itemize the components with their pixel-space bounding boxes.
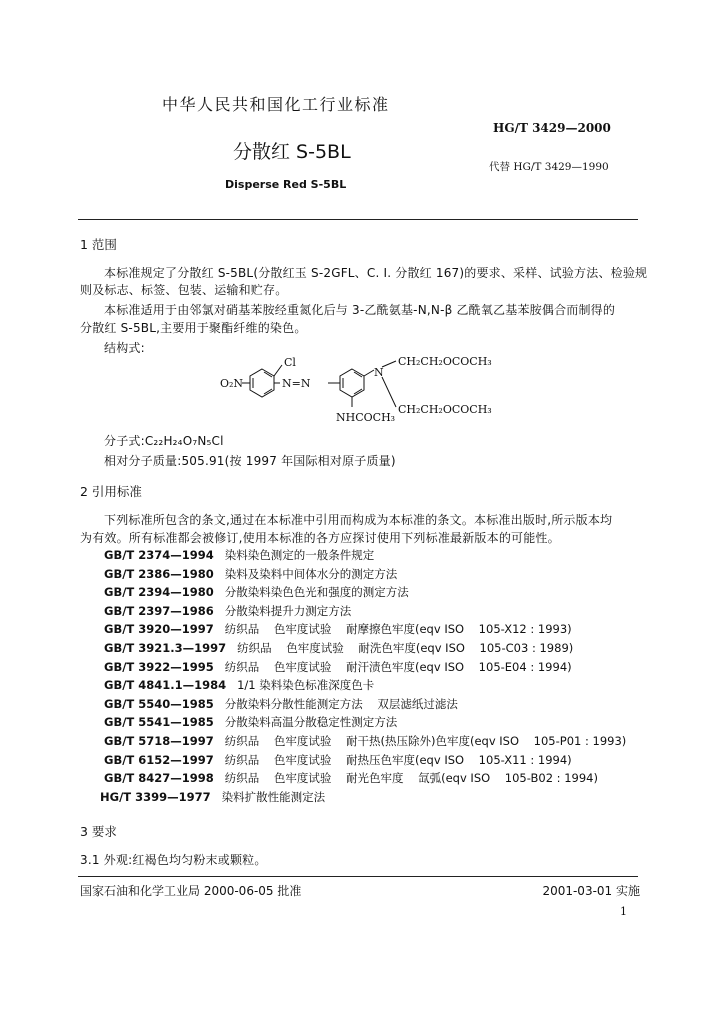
bond-chain-bottom: [382, 377, 396, 407]
reference-code: GB/T 2374—1994: [104, 548, 214, 562]
reference-spacer: [214, 548, 225, 562]
standard-category-title: 中华人民共和国化工行业标准: [162, 95, 390, 114]
reference-spacer: [214, 604, 225, 618]
reference-item: [104, 566, 397, 582]
reference-code: GB/T 5541—1985: [104, 715, 214, 730]
chain-bottom-label: CH₂CH₂OCOCH₃: [398, 403, 492, 416]
bond-cl: [274, 365, 282, 376]
document-title-english: Disperse Red S-5BL: [225, 178, 347, 191]
reference-spacer: [211, 790, 222, 804]
reference-title: 染料及染料中间体水分的测定方法: [224, 566, 398, 581]
reference-spacer: [214, 771, 225, 785]
acetamido-label: NHCOCH₃: [336, 411, 396, 424]
reference-code: GB/T 3920—1997: [104, 622, 214, 637]
reference-title: 纺织品 色牢度试验 耐热压色牢度(eqv ISO 105-X11 : 1994): [224, 752, 572, 767]
chain-top-label: CH₂CH₂OCOCH₃: [398, 355, 492, 368]
reference-code: GB/T 5540—1985: [104, 696, 214, 711]
reference-spacer: [214, 622, 225, 636]
reference-item: [104, 603, 351, 619]
reference-spacer: [214, 753, 225, 767]
section-heading-requirements: 3 要求: [80, 824, 117, 839]
reference-title: 纺织品 色牢度试验 耐光色牢度 氙弧(eqv ISO 105-B02 : 1994): [224, 771, 598, 786]
scope-paragraph-2-line-2: 分散红 S-5BL,主要用于聚酯纤维的染色。: [80, 321, 307, 335]
reference-title: 染料扩散性能测定法: [221, 789, 326, 804]
requirement-3-1: 3.1 外观:红褐色均匀粉末或颗粒。: [80, 853, 267, 867]
reference-item: [104, 733, 626, 749]
reference-spacer: [214, 567, 225, 581]
amine-nitrogen-label: N: [374, 366, 384, 379]
reference-title: 分散染料染色色光和强度的测定方法: [224, 585, 409, 600]
standard-code: HG/T 3429—2000: [493, 121, 611, 135]
molecular-formula: 分子式:C₂₂H₂₄O₇N₅Cl: [104, 434, 224, 448]
reference-title: 染料染色测定的一般条件规定: [224, 548, 375, 562]
reference-code: GB/T 5718—1997: [104, 734, 214, 748]
reference-item: [104, 584, 409, 600]
reference-spacer: [214, 697, 225, 711]
bond-chain-top: [382, 361, 396, 367]
benzene-ring-right: [340, 369, 364, 397]
scope-paragraph-1-line-1: 本标准规定了分散红 S-5BL(分散红玉 S-2GFL、C. I. 分散红 167)的要求、采样、试验方法、检验规: [104, 266, 648, 280]
reference-title: 分散染料高温分散稳定性测定方法: [224, 715, 398, 730]
reference-item: [104, 547, 374, 563]
structural-formula-diagram: [210, 355, 510, 430]
section-heading-scope: 1 范围: [80, 237, 117, 252]
reference-spacer: [214, 660, 225, 674]
reference-spacer: [226, 678, 237, 692]
reference-item: [104, 640, 573, 656]
approval-issuer: 国家石油和化学工业局 2000-06-05 批准: [80, 884, 302, 898]
reference-code: GB/T 2397—1986: [104, 603, 214, 618]
scope-paragraph-1-line-2: 则及标志、标签、包装、运输和贮存。: [80, 283, 288, 297]
reference-code: GB/T 3922—1995: [104, 659, 214, 674]
reference-title: 纺织品 色牢度试验 耐汗渍色牢度(eqv ISO 105-E04 : 1994): [224, 659, 572, 674]
reference-code: GB/T 6152—1997: [104, 752, 214, 767]
reference-code: GB/T 8427—1998: [104, 771, 214, 786]
chlorine-label: Cl: [284, 356, 296, 369]
replaces-standard: 代替 HG/T 3429—1990: [489, 161, 609, 173]
effective-date: 2001-03-01 实施: [542, 884, 640, 898]
reference-code: GB/T 4841.1—1984: [104, 678, 227, 693]
reference-code: GB/T 2386—1980: [104, 566, 214, 581]
nitro-group-label: O₂N: [220, 377, 244, 390]
reference-item: [104, 714, 397, 730]
reference-spacer: [214, 585, 225, 599]
references-paragraph-line-1: 下列标准所包含的条文,通过在本标准中引用而构成为本标准的条文。本标准出版时,所示版本均: [104, 513, 613, 527]
section-heading-references: 2 引用标准: [80, 484, 142, 499]
reference-item: [104, 752, 572, 768]
reference-spacer: [226, 641, 237, 655]
azo-group-label: N=N: [282, 377, 311, 390]
reference-spacer: [214, 715, 225, 729]
reference-code: HG/T 3399—1977: [100, 789, 211, 804]
reference-item: [104, 696, 458, 712]
page-number: 1: [620, 905, 627, 918]
reference-title: 分散染料提升力测定方法: [224, 603, 352, 618]
references-paragraph-line-2: 为有效。所有标准都会被修订,使用本标准的各方应探讨使用下列标准最新版本的可能性。: [80, 531, 560, 545]
reference-item: [104, 621, 572, 637]
structure-label: 结构式:: [104, 341, 145, 355]
reference-title: 纺织品 色牢度试验 耐洗色牢度(eqv ISO 105-C03 : 1989): [237, 641, 574, 655]
header-divider: [78, 219, 638, 220]
document-title: 分散红 S-5BL: [233, 141, 351, 163]
molecular-mass: 相对分子质量:505.91(按 1997 年国际相对原子质量): [104, 454, 396, 468]
reference-code: GB/T 2394—1980: [104, 585, 214, 600]
scope-paragraph-2-line-1: 本标准适用于由邻氯对硝基苯胺经重氮化后与 3-乙酰氨基-N,N-β 乙酰氧乙基苯胺偶合而制得的: [104, 303, 616, 317]
reference-spacer: [214, 734, 225, 748]
reference-code: GB/T 3921.3—1997: [104, 641, 227, 655]
benzene-ring-left: [250, 369, 274, 397]
reference-title: 分散染料分散性能测定方法 双层滤纸过滤法: [224, 696, 458, 711]
reference-title: 纺织品 色牢度试验 耐干热(热压除外)色牢度(eqv ISO 105-P01 : 1993): [224, 734, 627, 748]
reference-title: 纺织品 色牢度试验 耐摩擦色牢度(eqv ISO 105-X12 : 1993): [224, 622, 572, 637]
reference-item: [100, 789, 325, 805]
reference-item: [104, 770, 598, 786]
reference-item: [104, 677, 374, 693]
reference-title: 1/1 染料染色标准深度色卡: [237, 678, 375, 693]
footer-divider: [78, 876, 638, 877]
reference-item: [104, 659, 572, 675]
bond-n: [364, 370, 374, 376]
